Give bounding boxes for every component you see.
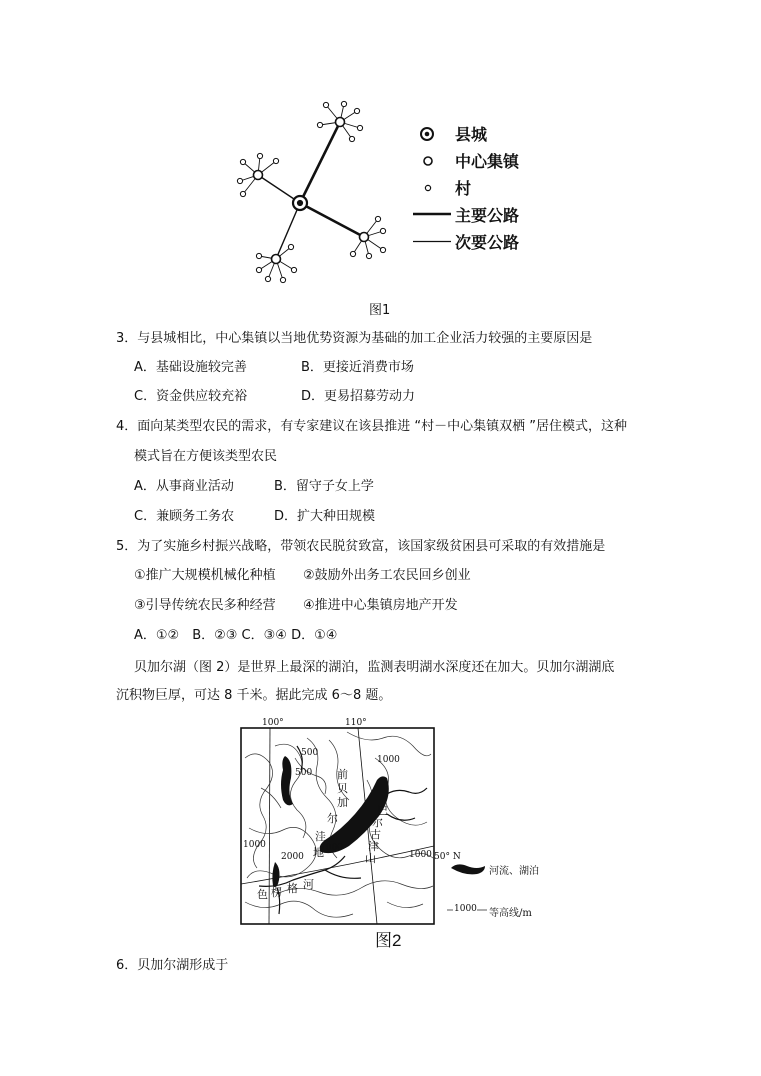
contour-label: 1000 (320, 843, 343, 853)
place-baergujin-char: 巴 (377, 804, 388, 817)
legend-label: 村 (455, 179, 472, 198)
question-5-statement-4: ④推进中心集镇房地产开发 (303, 598, 458, 613)
question-5-statement-1: ①推广大规模机械化种植 (134, 568, 276, 583)
longitude-label-110: 110° (345, 718, 367, 728)
county-town-icon (419, 126, 435, 142)
question-6-stem: 6．贝加尔湖形成于 (116, 958, 229, 973)
figure-2 (237, 718, 559, 950)
contour-label: 500 (295, 768, 313, 778)
question-4-stem-line-1: 4．面向某类型农民的需求，有专家建议在该县推进 “村－中心集镇双栖 ”居住模式，这种 (116, 419, 628, 434)
place-qianbaikaer-char: 贝 (337, 782, 348, 795)
question-5-stem: 5．为了实施乡村振兴战略，带领农民脱贫致富，该国家级贫困县可采取的有效措施是 (116, 539, 606, 554)
place-baergujin-char: 古 (370, 828, 381, 841)
secondary-road-legend (413, 230, 553, 250)
place-qianbaikaer-char: 前 (337, 768, 348, 781)
place-selenge-char: 河 (303, 878, 314, 891)
central-town-legend (413, 149, 553, 169)
question-4-option-c: C．兼顾务工务农 (134, 509, 235, 524)
intro-line-1: 贝加尔湖（图 2）是世界上最深的湖泊，监测表明湖水深度还在加大。贝加尔湖湖底 (134, 660, 615, 675)
place-baergujin-char: 尔 (372, 816, 383, 829)
contour-label: 2000 (281, 852, 304, 862)
village-icon (424, 184, 432, 192)
question-3-option-c: C．资金供应较充裕 (134, 389, 248, 404)
main-road-icon (413, 212, 451, 216)
contour-label: 500 (301, 748, 319, 758)
figure-1-caption: 图1 (369, 303, 391, 318)
question-4-option-b: B．留守子女上学 (274, 479, 374, 494)
question-3-option-d: D．更易招募劳动力 (301, 389, 416, 404)
county-town-legend (413, 122, 553, 142)
contour-label: 1000 (409, 850, 432, 860)
legend-label: 次要公路 (455, 233, 520, 252)
question-3-option-a: A．基础设施较完善 (134, 360, 247, 375)
villages (237, 101, 385, 282)
place-selenge-char: 色 (257, 888, 268, 901)
latitude-label: 50° N (434, 852, 461, 862)
contour-legend-label: 等高线/m (489, 908, 532, 919)
question-5-statement-3: ③引导传统农民多种经营 (134, 598, 276, 613)
question-5-answer-options: A．①② B．②③ C．③④ D．①④ (134, 628, 338, 643)
legend-label: 中心集镇 (455, 152, 520, 171)
place-qianbaikaer-char: 地 (313, 846, 324, 859)
place-qianbaikaer-char: 加 (337, 796, 348, 809)
place-baergujin-char: 山 (365, 852, 376, 865)
river-lake-legend-label: 河流、湖泊 (489, 866, 539, 877)
river-lake-legend-icon (451, 864, 485, 874)
legend-label: 县城 (455, 125, 488, 144)
contour-label: 1000 (377, 755, 400, 765)
contour-legend-value: 1000 (454, 904, 477, 914)
main-road-legend (413, 203, 553, 223)
figure-2-caption: 图2 (375, 931, 402, 950)
question-4-option-a: A．从事商业活动 (134, 479, 234, 494)
question-5-statement-2: ②鼓励外出务工农民回乡创业 (303, 568, 471, 583)
contour-label: 1000 (243, 840, 266, 850)
central-town-icon (422, 155, 434, 167)
place-baergujin-char: 津 (368, 840, 379, 853)
question-3-option-b: B．更接近消费市场 (301, 360, 414, 375)
question-4-stem-line-2: 模式旨在方便该类型农民 (134, 449, 278, 464)
question-4-option-d: D．扩大种田规模 (274, 509, 376, 524)
question-3-stem: 3．与县城相比，中心集镇以当地优势资源为基础的加工企业活力较强的主要原因是 (116, 331, 593, 346)
place-selenge-char: 格 (287, 882, 298, 895)
intro-line-2: 沉积物巨厚，可达 8 千米。据此完成 6～8 题。 (116, 688, 392, 703)
place-selenge-char: 楞 (271, 886, 282, 899)
village-legend (413, 176, 553, 196)
place-qianbaikaer-char: 洼 (315, 830, 326, 843)
secondary-road-icon (413, 240, 451, 243)
legend-label: 主要公路 (455, 206, 520, 225)
county-town (293, 196, 307, 210)
longitude-label-100: 100° (262, 718, 284, 728)
figure-1-legend (413, 122, 553, 262)
place-qianbaikaer-char: 尔 (327, 812, 338, 825)
